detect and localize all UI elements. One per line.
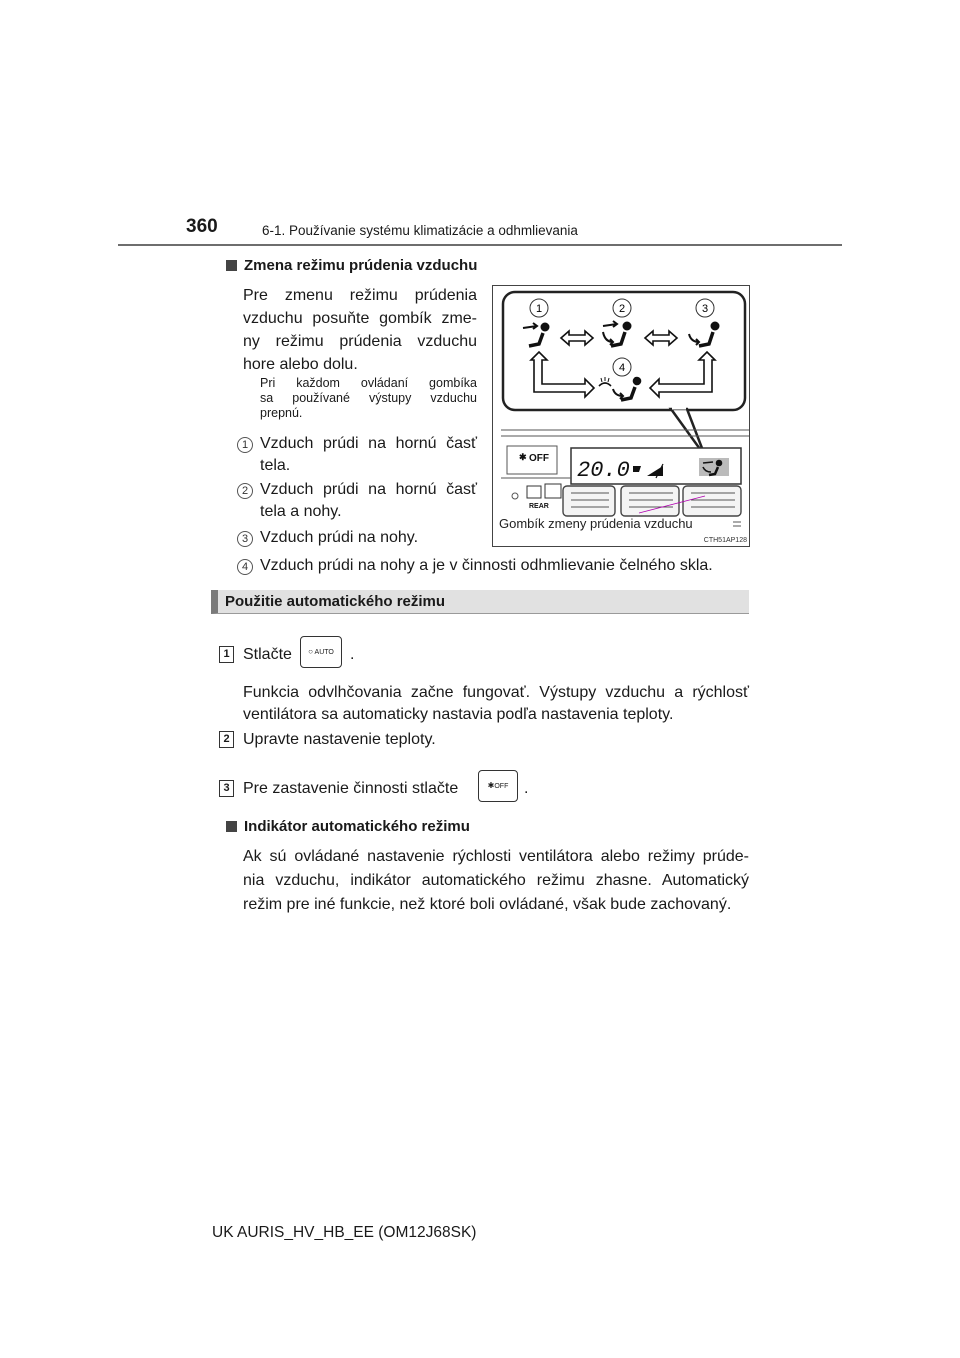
airflow-figure [492,285,750,547]
airflow-heading [226,257,477,274]
intro-line: hore alebo dolu. [243,356,358,373]
figure-code: CTH51AP128 [703,537,747,544]
figure-caption: Gombík zmeny prúdenia vzduchu [499,516,693,531]
display-temperature: 20.0 [577,458,630,483]
item-line: Vzduch prúdi na hornú časť [260,481,477,498]
page-number: 360 [186,216,218,237]
step-3-post: . [524,780,529,797]
item-line: tela. [260,457,291,474]
item-4-text: Vzduch prúdi na nohy a je v činnosti odhmlievanie čelného skla. [260,557,713,574]
airflow-mode-illustration [493,286,749,546]
svg-text:✱: ✱ [519,452,527,462]
header-rule [118,244,842,246]
footer-model-code: UK AURIS_HV_HB_EE (OM12J68SK) [212,1224,477,1241]
mode-number: 4 [618,362,626,374]
auto-button-icon: ○ AUTO [300,636,342,668]
square-bullet-icon [226,821,237,832]
fan-off-button-label: OFF [494,783,509,790]
auto-section-heading-text: Použitie automatického režimu [225,593,446,610]
indicator-line: režim pre iné funkcie, než ktoré boli ovládané, však bude zachovaný. [243,896,732,913]
airflow-intro [243,284,477,376]
note-line: Pri každom ovládaní gombíka [260,376,477,390]
step-2-text: Upravte nastavenie teploty. [243,731,436,748]
item-line: Vzduch prúdi na hornú časť [260,435,477,452]
note-line: sa používané výstupy vzduchu [260,391,477,405]
step-1-detail [243,682,749,726]
indicator-line: Ak sú ovládané nastavenie rýchlosti ventilátora alebo režimy prúde- [243,848,749,865]
step-1-post: . [350,646,355,663]
step-1-pre: Stlačte [243,646,292,663]
indicator-heading [226,818,470,835]
item-number-4: 4 [237,559,253,575]
auto-section-heading [211,590,749,614]
indicator-line: nia vzduchu, indikátor automatického režimu zhasne. Automatický [243,872,749,889]
intro-line: ny režimu prúdenia vzduchu [243,333,477,350]
mode-number: 1 [535,303,543,315]
fan-off-button-icon: ✱OFF [478,770,518,802]
mode-number: 3 [701,303,709,315]
item-line: tela a nohy. [260,503,342,520]
note-line: prepnú. [260,406,303,420]
intro-line: vzduchu posuňte gombík zme- [243,310,477,327]
item-2-text [260,479,477,523]
step-number-2: 2 [219,731,234,748]
item-1-text [260,433,477,477]
auto-button-label: AUTO [314,649,334,656]
item-number-1: 1 [237,437,253,453]
indicator-heading-text: Indikátor automatického režimu [244,818,470,835]
step-number-1: 1 [219,646,234,663]
step-number-3: 3 [219,780,234,797]
step-3-pre: Pre zastavenie činnosti stlačte [243,780,459,797]
square-bullet-icon [226,260,237,271]
item-3-text: Vzduch prúdi na nohy. [260,529,419,546]
mode-number: 2 [618,303,626,315]
detail-line: ventilátora sa automaticky nastavia podľa nastavenia teploty. [243,706,674,723]
fan-off-label: OFF [529,453,549,464]
airflow-note [260,376,477,421]
airflow-heading-text: Zmena režimu prúdenia vzduchu [244,257,478,274]
item-number-2: 2 [237,483,253,499]
section-title: 6-1. Používanie systému klimatizácie a odhmlievania [262,223,578,238]
detail-line: Funkcia odvlhčovania začne fungovať. Výstupy vzduchu a rýchlosť [243,684,749,701]
item-number-3: 3 [237,531,253,547]
indicator-text [243,845,749,917]
rear-label: REAR [529,503,549,510]
intro-line: Pre zmenu režimu prúdenia [243,287,477,304]
airflow-mode-knob [683,486,741,516]
